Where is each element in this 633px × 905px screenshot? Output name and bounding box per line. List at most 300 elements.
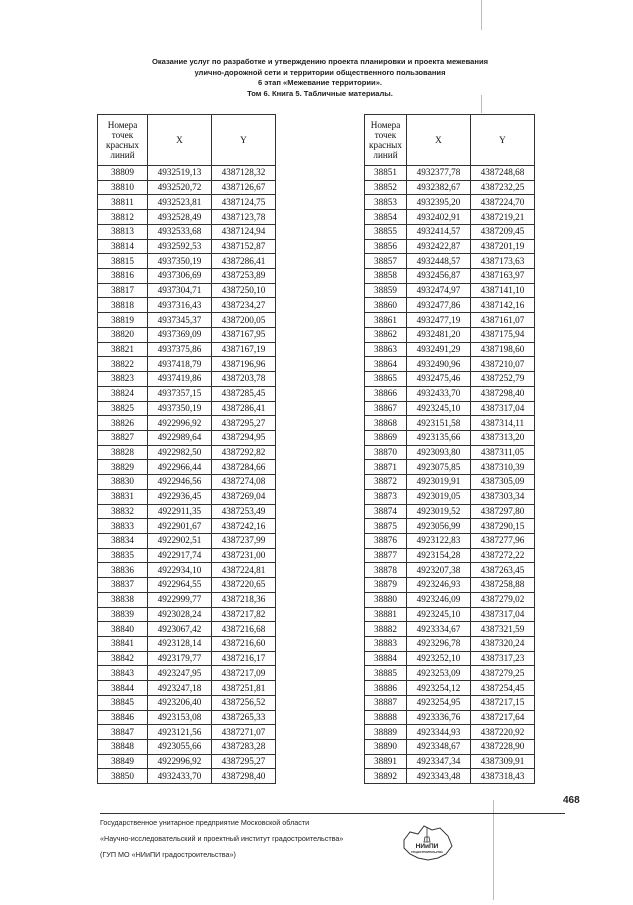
y-coordinate-cell: 4387320,24 [471,637,535,652]
institute-logo [398,820,456,864]
logo-name: НИиПИ [415,843,439,850]
x-coordinate-cell: 4932592,53 [148,239,212,254]
table-row [98,504,276,519]
x-coordinate-cell: 4923153,08 [148,710,212,725]
table-row [365,254,535,269]
table-row [365,740,535,755]
column-header-number: Номера точек красных линий [98,115,148,166]
point-number-cell: 38826 [98,416,148,431]
point-number-cell: 38878 [365,563,407,578]
table-row [365,401,535,416]
y-coordinate-cell: 4387217,09 [212,666,276,681]
table-row [98,725,276,740]
x-coordinate-cell: 4923055,66 [148,740,212,755]
column-header-x: X [148,115,212,166]
x-coordinate-cell: 4932477,19 [407,313,471,328]
point-number-cell: 38817 [98,283,148,298]
x-coordinate-cell: 4932533,68 [148,224,212,239]
table-row [98,166,276,181]
x-coordinate-cell: 4932528,49 [148,210,212,225]
y-coordinate-cell: 4387279,02 [471,592,535,607]
x-coordinate-cell: 4922996,92 [148,416,212,431]
table-row [98,637,276,652]
x-coordinate-cell: 4923121,56 [148,725,212,740]
x-coordinate-cell: 4923252,10 [407,651,471,666]
y-coordinate-cell: 4387290,15 [471,519,535,534]
y-coordinate-cell: 4387305,09 [471,475,535,490]
x-coordinate-cell: 4923246,09 [407,592,471,607]
point-number-cell: 38834 [98,533,148,548]
x-coordinate-cell: 4922911,35 [148,504,212,519]
point-number-cell: 38865 [365,372,407,387]
table-row [365,416,535,431]
table-row [365,239,535,254]
table-row [98,180,276,195]
point-number-cell: 38869 [365,430,407,445]
table-row [365,651,535,666]
y-coordinate-cell: 4387321,59 [471,622,535,637]
x-coordinate-cell: 4923122,83 [407,533,471,548]
point-number-cell: 38856 [365,239,407,254]
x-coordinate-cell: 4932402,91 [407,210,471,225]
table-row [365,578,535,593]
point-number-cell: 38853 [365,195,407,210]
x-coordinate-cell: 4937375,86 [148,342,212,357]
y-coordinate-cell: 4387311,05 [471,445,535,460]
table-row [98,283,276,298]
x-coordinate-cell: 4937350,19 [148,401,212,416]
x-coordinate-cell: 4932490,96 [407,357,471,372]
point-number-cell: 38844 [98,681,148,696]
point-number-cell: 38811 [98,195,148,210]
table-row [365,224,535,239]
point-number-cell: 38862 [365,327,407,342]
scan-line-bottom [493,800,494,900]
y-coordinate-cell: 4387128,32 [212,166,276,181]
y-coordinate-cell: 4387274,08 [212,475,276,490]
x-coordinate-cell: 4923246,93 [407,578,471,593]
y-coordinate-cell: 4387283,28 [212,740,276,755]
table-row [98,533,276,548]
table-row [365,622,535,637]
document-footer [100,815,400,863]
x-coordinate-cell: 4932414,57 [407,224,471,239]
y-coordinate-cell: 4387295,27 [212,754,276,769]
point-number-cell: 38885 [365,666,407,681]
y-coordinate-cell: 4387285,45 [212,386,276,401]
table-row [365,533,535,548]
x-coordinate-cell: 4922901,67 [148,519,212,534]
x-coordinate-cell: 4932448,57 [407,254,471,269]
x-coordinate-cell: 4922934,10 [148,563,212,578]
header-line-1: Оказание услуг по разработке и утверждению проекта планировки и проекта межевания [151,57,489,66]
y-coordinate-cell: 4387161,07 [471,313,535,328]
y-coordinate-cell: 4387216,17 [212,651,276,666]
y-coordinate-cell: 4387209,45 [471,224,535,239]
table-row [365,269,535,284]
table-row [365,504,535,519]
point-number-cell: 38857 [365,254,407,269]
y-coordinate-cell: 4387317,04 [471,401,535,416]
table-row [98,622,276,637]
point-number-cell: 38883 [365,637,407,652]
point-number-cell: 38859 [365,283,407,298]
y-coordinate-cell: 4387198,60 [471,342,535,357]
x-coordinate-cell: 4923254,12 [407,681,471,696]
point-number-cell: 38871 [365,460,407,475]
point-number-cell: 38816 [98,269,148,284]
y-coordinate-cell: 4387303,34 [471,489,535,504]
x-coordinate-cell: 4923207,38 [407,563,471,578]
footer-divider [100,813,565,814]
x-coordinate-cell: 4923019,52 [407,504,471,519]
point-number-cell: 38870 [365,445,407,460]
point-number-cell: 38846 [98,710,148,725]
x-coordinate-cell: 4923056,99 [407,519,471,534]
table-row [365,180,535,195]
x-coordinate-cell: 4923245,10 [407,607,471,622]
point-number-cell: 38855 [365,224,407,239]
x-coordinate-cell: 4937345,37 [148,313,212,328]
table-row [98,430,276,445]
point-number-cell: 38861 [365,313,407,328]
point-number-cell: 38837 [98,578,148,593]
x-coordinate-cell: 4937369,09 [148,327,212,342]
point-number-cell: 38872 [365,475,407,490]
y-coordinate-cell: 4387231,00 [212,548,276,563]
point-number-cell: 38814 [98,239,148,254]
table-row [98,651,276,666]
table-row [98,313,276,328]
point-number-cell: 38882 [365,622,407,637]
y-coordinate-cell: 4387258,88 [471,578,535,593]
y-coordinate-cell: 4387224,81 [212,563,276,578]
y-coordinate-cell: 4387203,78 [212,372,276,387]
point-number-cell: 38876 [365,533,407,548]
x-coordinate-cell: 4932456,87 [407,269,471,284]
table-row [365,372,535,387]
point-number-cell: 38852 [365,180,407,195]
table-row [98,254,276,269]
x-coordinate-cell: 4923334,67 [407,622,471,637]
y-coordinate-cell: 4387295,27 [212,416,276,431]
point-number-cell: 38839 [98,607,148,622]
point-number-cell: 38843 [98,666,148,681]
table-row [365,592,535,607]
point-number-cell: 38889 [365,725,407,740]
x-coordinate-cell: 4922989,64 [148,430,212,445]
y-coordinate-cell: 4387292,82 [212,445,276,460]
table-row [365,298,535,313]
table-row [365,357,535,372]
x-coordinate-cell: 4932520,72 [148,180,212,195]
table-row [365,548,535,563]
x-coordinate-cell: 4923206,40 [148,695,212,710]
logo-subtitle: ГРАДОСТРОИТЕЛЬСТВА [411,851,443,854]
table-row [365,386,535,401]
point-number-cell: 38877 [365,548,407,563]
table-row [98,489,276,504]
x-coordinate-cell: 4922917,74 [148,548,212,563]
point-number-cell: 38840 [98,622,148,637]
y-coordinate-cell: 4387284,66 [212,460,276,475]
x-coordinate-cell: 4937419,86 [148,372,212,387]
footer-line-3: (ГУП МО «НИиПИ градостроительства») [100,850,236,859]
point-number-cell: 38813 [98,224,148,239]
point-number-cell: 38864 [365,357,407,372]
x-coordinate-cell: 4932433,70 [148,769,212,784]
x-coordinate-cell: 4923253,09 [407,666,471,681]
y-coordinate-cell: 4387124,94 [212,224,276,239]
table-row [98,224,276,239]
x-coordinate-cell: 4923336,76 [407,710,471,725]
y-coordinate-cell: 4387272,22 [471,548,535,563]
y-coordinate-cell: 4387309,91 [471,754,535,769]
coordinates-table-left [97,114,276,784]
x-coordinate-cell: 4932491,29 [407,342,471,357]
point-number-cell: 38867 [365,401,407,416]
point-number-cell: 38886 [365,681,407,696]
x-coordinate-cell: 4922936,45 [148,489,212,504]
x-coordinate-cell: 4932477,86 [407,298,471,313]
logo-tower-icon [424,828,430,842]
x-coordinate-cell: 4923247,95 [148,666,212,681]
y-coordinate-cell: 4387163,97 [471,269,535,284]
table-row [365,327,535,342]
y-coordinate-cell: 4387228,90 [471,740,535,755]
x-coordinate-cell: 4932433,70 [407,386,471,401]
table-body-left [98,166,276,784]
x-coordinate-cell: 4932475,46 [407,372,471,387]
point-number-cell: 38810 [98,180,148,195]
x-coordinate-cell: 4937306,69 [148,269,212,284]
point-number-cell: 38880 [365,592,407,607]
table-row [98,239,276,254]
y-coordinate-cell: 4387217,64 [471,710,535,725]
x-coordinate-cell: 4923075,85 [407,460,471,475]
table-row [365,166,535,181]
y-coordinate-cell: 4387253,89 [212,269,276,284]
x-coordinate-cell: 4923093,80 [407,445,471,460]
y-coordinate-cell: 4387298,40 [212,769,276,784]
point-number-cell: 38858 [365,269,407,284]
x-coordinate-cell: 4932481,20 [407,327,471,342]
x-coordinate-cell: 4922996,92 [148,754,212,769]
table-row [365,563,535,578]
point-number-cell: 38887 [365,695,407,710]
point-number-cell: 38829 [98,460,148,475]
y-coordinate-cell: 4387232,25 [471,180,535,195]
point-number-cell: 38881 [365,607,407,622]
y-coordinate-cell: 4387220,92 [471,725,535,740]
point-number-cell: 38879 [365,578,407,593]
column-header-number: Номера точек красных линий [365,115,407,166]
y-coordinate-cell: 4387141,10 [471,283,535,298]
point-number-cell: 38884 [365,651,407,666]
footer-line-2: «Научно-исследовательский и проектный институт градостроительства» [100,834,344,843]
y-coordinate-cell: 4387265,33 [212,710,276,725]
y-coordinate-cell: 4387224,70 [471,195,535,210]
table-row [365,754,535,769]
table-row [98,460,276,475]
y-coordinate-cell: 4387252,79 [471,372,535,387]
y-coordinate-cell: 4387317,23 [471,651,535,666]
table-row [365,681,535,696]
point-number-cell: 38821 [98,342,148,357]
y-coordinate-cell: 4387173,63 [471,254,535,269]
y-coordinate-cell: 4387294,95 [212,430,276,445]
table-row [98,695,276,710]
table-row [365,666,535,681]
table-row [98,563,276,578]
x-coordinate-cell: 4923067,42 [148,622,212,637]
x-coordinate-cell: 4923154,28 [407,548,471,563]
x-coordinate-cell: 4937304,71 [148,283,212,298]
table-row [365,710,535,725]
y-coordinate-cell: 4387242,16 [212,519,276,534]
x-coordinate-cell: 4932422,87 [407,239,471,254]
point-number-cell: 38819 [98,313,148,328]
y-coordinate-cell: 4387318,43 [471,769,535,784]
table-row [98,269,276,284]
table-row [365,430,535,445]
y-coordinate-cell: 4387152,87 [212,239,276,254]
y-coordinate-cell: 4387217,15 [471,695,535,710]
x-coordinate-cell: 4923245,10 [407,401,471,416]
point-number-cell: 38888 [365,710,407,725]
y-coordinate-cell: 4387167,19 [212,342,276,357]
column-header-y: Y [212,115,276,166]
point-number-cell: 38822 [98,357,148,372]
x-coordinate-cell: 4923179,77 [148,651,212,666]
y-coordinate-cell: 4387124,75 [212,195,276,210]
point-number-cell: 38832 [98,504,148,519]
table-row [98,681,276,696]
y-coordinate-cell: 4387167,95 [212,327,276,342]
x-coordinate-cell: 4932382,67 [407,180,471,195]
x-coordinate-cell: 4923151,58 [407,416,471,431]
point-number-cell: 38873 [365,489,407,504]
point-number-cell: 38809 [98,166,148,181]
table-row [98,607,276,622]
y-coordinate-cell: 4387219,21 [471,210,535,225]
y-coordinate-cell: 4387237,99 [212,533,276,548]
y-coordinate-cell: 4387313,20 [471,430,535,445]
point-number-cell: 38824 [98,386,148,401]
table-row [98,769,276,784]
point-number-cell: 38831 [98,489,148,504]
table-row [365,725,535,740]
x-coordinate-cell: 4923344,93 [407,725,471,740]
footer-line-1: Государственное унитарное предприятие Московской области [100,818,310,827]
point-number-cell: 38892 [365,769,407,784]
point-number-cell: 38847 [98,725,148,740]
document-header [110,57,530,99]
column-header-x: X [407,115,471,166]
table-row [98,710,276,725]
point-number-cell: 38860 [365,298,407,313]
x-coordinate-cell: 4923019,05 [407,489,471,504]
table-row [98,475,276,490]
y-coordinate-cell: 4387286,41 [212,254,276,269]
table-row [365,342,535,357]
y-coordinate-cell: 4387271,07 [212,725,276,740]
table-row [98,578,276,593]
point-number-cell: 38836 [98,563,148,578]
table-row [365,283,535,298]
point-number-cell: 38825 [98,401,148,416]
table-row [98,195,276,210]
x-coordinate-cell: 4932523,81 [148,195,212,210]
page-number: 468 [563,795,580,806]
point-number-cell: 38875 [365,519,407,534]
table-row [365,460,535,475]
table-row [98,548,276,563]
point-number-cell: 38851 [365,166,407,181]
point-number-cell: 38868 [365,416,407,431]
table-row [365,519,535,534]
table-row [98,592,276,607]
table-row [98,342,276,357]
x-coordinate-cell: 4922902,51 [148,533,212,548]
x-coordinate-cell: 4923247,18 [148,681,212,696]
table-row [365,210,535,225]
coordinates-table-right [364,114,535,784]
point-number-cell: 38863 [365,342,407,357]
x-coordinate-cell: 4923343,48 [407,769,471,784]
y-coordinate-cell: 4387210,07 [471,357,535,372]
x-coordinate-cell: 4932519,13 [148,166,212,181]
point-number-cell: 38835 [98,548,148,563]
y-coordinate-cell: 4387317,04 [471,607,535,622]
y-coordinate-cell: 4387248,68 [471,166,535,181]
table-row [365,195,535,210]
x-coordinate-cell: 4932395,20 [407,195,471,210]
y-coordinate-cell: 4387297,80 [471,504,535,519]
column-header-y: Y [471,115,535,166]
table-row [98,372,276,387]
table-row [98,416,276,431]
table-row [98,210,276,225]
table-header-row [365,115,535,166]
point-number-cell: 38866 [365,386,407,401]
header-line-3: 6 этап «Межевание территории». [257,78,383,88]
y-coordinate-cell: 4387216,68 [212,622,276,637]
y-coordinate-cell: 4387175,94 [471,327,535,342]
table-row [365,445,535,460]
point-number-cell: 38891 [365,754,407,769]
table-row [365,607,535,622]
point-number-cell: 38850 [98,769,148,784]
point-number-cell: 38820 [98,327,148,342]
point-number-cell: 38823 [98,372,148,387]
y-coordinate-cell: 4387286,41 [212,401,276,416]
table-row [98,754,276,769]
y-coordinate-cell: 4387254,45 [471,681,535,696]
point-number-cell: 38827 [98,430,148,445]
x-coordinate-cell: 4922999,77 [148,592,212,607]
y-coordinate-cell: 4387196,96 [212,357,276,372]
y-coordinate-cell: 4387218,36 [212,592,276,607]
table-row [365,489,535,504]
table-row [365,637,535,652]
y-coordinate-cell: 4387279,25 [471,666,535,681]
table-row [98,519,276,534]
table-row [98,327,276,342]
table-body-right [365,166,535,784]
x-coordinate-cell: 4932377,78 [407,166,471,181]
point-number-cell: 38830 [98,475,148,490]
